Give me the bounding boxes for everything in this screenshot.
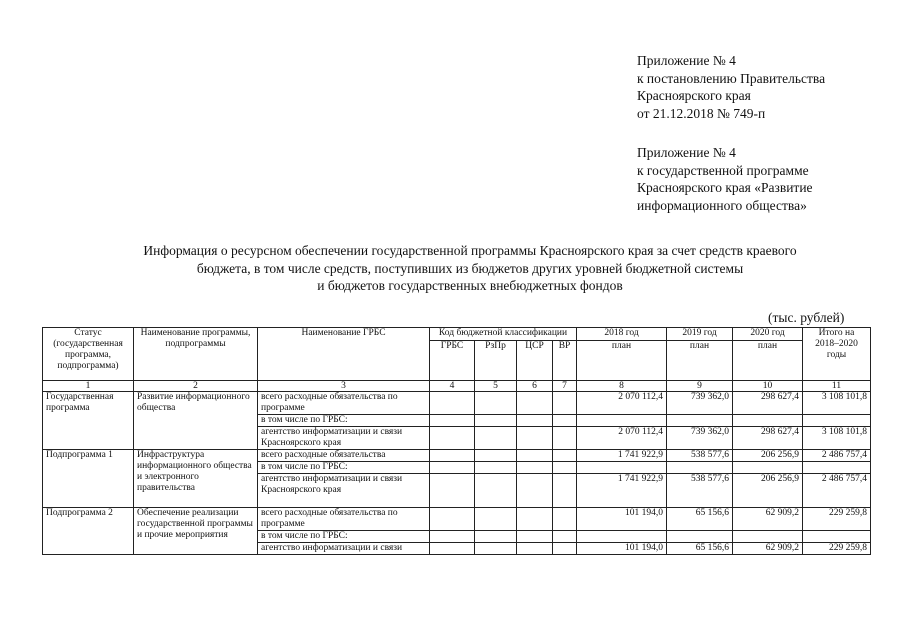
appendix-line: Приложение № 4	[637, 145, 736, 160]
value-2018: 101 194,0	[577, 543, 667, 555]
value-2019	[667, 531, 733, 543]
header-total-line: Итого на	[818, 328, 855, 338]
header-total-line: 2018–2020	[815, 339, 858, 349]
header-name: Наименование программы, подпрограммы	[134, 328, 258, 381]
value-total	[803, 531, 871, 543]
value-2020: 206 256,9	[733, 474, 803, 508]
header-rzpr: РзПр	[475, 341, 517, 381]
appendix-line: информационного общества»	[637, 197, 807, 213]
value-2020: 298 627,4	[733, 392, 803, 415]
value-total	[803, 415, 871, 427]
grbs-label-cell: всего расходные обязательства по программе	[258, 508, 430, 531]
value-2019: 538 577,6	[667, 450, 733, 462]
units-label: (тыс. рублей)	[768, 310, 845, 325]
program-name-cell: Инфраструктура информационного общества и электронного правительства	[134, 450, 258, 508]
grbs-label-cell: в том числе по ГРБС:	[258, 531, 430, 543]
status-cell: Государственная программа	[43, 392, 134, 450]
header-csr: ЦСР	[517, 341, 553, 381]
appendix-line: Приложение № 4	[637, 53, 736, 68]
header-grbs-name: Наименование ГРБС	[258, 328, 430, 381]
column-number: 10	[733, 381, 803, 392]
grbs-label-cell: в том числе по ГРБС:	[258, 462, 430, 474]
program-name-cell: Развитие информационного общества	[134, 392, 258, 450]
table-row	[43, 392, 871, 415]
document-title	[60, 242, 880, 295]
value-2019: 538 577,6	[667, 474, 733, 508]
column-number: 3	[258, 381, 430, 392]
table-row	[43, 450, 871, 462]
column-number: 4	[430, 381, 475, 392]
value-2018: 2 070 112,4	[577, 427, 667, 450]
value-total: 3 108 101,8	[803, 392, 871, 415]
value-2018	[577, 415, 667, 427]
value-2020: 206 256,9	[733, 450, 803, 462]
appendix-resolution	[637, 52, 897, 122]
appendix-line: к государственной программе	[637, 162, 809, 178]
header-plan: план	[577, 341, 667, 381]
grbs-label-cell: агентство информатизации и связи Красноярского края	[258, 427, 430, 450]
header-plan: план	[733, 341, 803, 381]
value-total: 3 108 101,8	[803, 427, 871, 450]
status-cell: Подпрограмма 1	[43, 450, 134, 508]
program-name-cell: Обеспечение реализации государственной программы и прочие мероприятия	[134, 508, 258, 555]
value-2018: 101 194,0	[577, 508, 667, 531]
value-2019	[667, 462, 733, 474]
value-2018: 2 070 112,4	[577, 392, 667, 415]
resource-table	[42, 327, 871, 555]
appendix-program	[637, 144, 897, 214]
value-2018: 1 741 922,9	[577, 474, 667, 508]
value-total: 229 259,8	[803, 543, 871, 555]
value-total: 229 259,8	[803, 508, 871, 531]
value-total: 2 486 757,4	[803, 474, 871, 508]
value-2019: 65 156,6	[667, 508, 733, 531]
appendix-line: Красноярского края	[637, 88, 751, 103]
column-number: 5	[475, 381, 517, 392]
header-status: Статус (государственная программа, подпрограмма)	[43, 328, 134, 381]
column-number: 2	[134, 381, 258, 392]
column-number: 7	[553, 381, 577, 392]
grbs-label-cell: всего расходные обязательства по программе	[258, 392, 430, 415]
column-number: 8	[577, 381, 667, 392]
header-2018: 2018 год	[577, 328, 667, 341]
column-numbers-row	[43, 381, 871, 392]
value-2019: 739 362,0	[667, 392, 733, 415]
value-2019	[667, 415, 733, 427]
header-total-line: годы	[826, 350, 847, 360]
title-line: и бюджетов государственных внебюджетных фондов	[317, 278, 623, 293]
value-2020: 62 909,2	[733, 543, 803, 555]
header-plan: план	[667, 341, 733, 381]
column-number: 9	[667, 381, 733, 392]
column-number: 6	[517, 381, 553, 392]
value-total	[803, 462, 871, 474]
title-line: Информация о ресурсном обеспечении государственной программы Красноярского края за счет средств краевого	[143, 243, 797, 258]
table-row	[43, 508, 871, 531]
value-2020: 62 909,2	[733, 508, 803, 531]
grbs-label-cell: агентство информатизации и связи Красноярского края	[258, 474, 430, 508]
appendix-line: от 21.12.2018 № 749-п	[637, 105, 766, 121]
grbs-label-cell: в том числе по ГРБС:	[258, 415, 430, 427]
value-total: 2 486 757,4	[803, 450, 871, 462]
value-2018: 1 741 922,9	[577, 450, 667, 462]
appendix-line: Красноярского края «Развитие	[637, 180, 813, 195]
header-grbs: ГРБС	[430, 341, 475, 381]
header-code-group: Код бюджетной классификации	[430, 328, 577, 341]
column-number: 11	[803, 381, 871, 392]
value-2018	[577, 462, 667, 474]
grbs-label-cell: агентство информатизации и связи	[258, 543, 430, 555]
appendix-line: к постановлению Правительства	[637, 70, 826, 86]
value-2020	[733, 531, 803, 543]
value-2020	[733, 462, 803, 474]
header-total	[803, 328, 871, 381]
value-2019: 65 156,6	[667, 543, 733, 555]
value-2020	[733, 415, 803, 427]
value-2020: 298 627,4	[733, 427, 803, 450]
grbs-label-cell: всего расходные обязательства	[258, 450, 430, 462]
value-2019: 739 362,0	[667, 427, 733, 450]
column-number: 1	[43, 381, 134, 392]
header-2020: 2020 год	[733, 328, 803, 341]
value-2018	[577, 531, 667, 543]
status-cell: Подпрограмма 2	[43, 508, 134, 555]
title-line: бюджета, в том числе средств, поступивших из бюджетов других уровней бюджетной системы	[196, 260, 744, 276]
header-2019: 2019 год	[667, 328, 733, 341]
header-vr: ВР	[553, 341, 577, 381]
